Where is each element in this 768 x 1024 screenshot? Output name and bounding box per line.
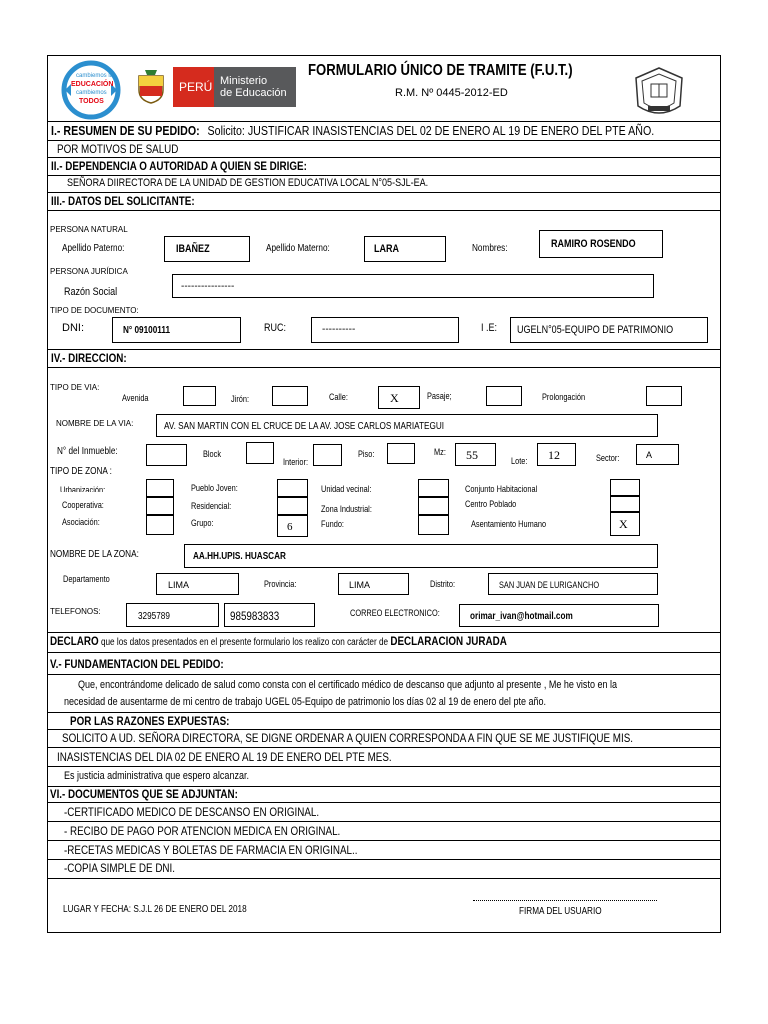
telefono1-field[interactable] [126, 603, 219, 627]
grupo-value: 6 [287, 521, 293, 533]
avenida-label: Avenida [122, 393, 149, 403]
persona-juridica-label: PERSONA JURÍDICA [50, 267, 128, 276]
section3-heading: III.- DATOS DEL SOLICITANTE: [51, 194, 195, 208]
tipo-via-label: TIPO DE VIA: [50, 383, 100, 392]
telefono1-value: 3295789 [138, 611, 170, 622]
section5-line4: INASISTENCIAS DEL DIA 02 DE ENERO AL 19 DE ENERO DEL PTE MES. [57, 750, 392, 764]
section5-line1: Que, encontrándome delicado de salud como consta con el certificado médico de descanso que adjunto al presente , Me he visto en la [78, 679, 618, 691]
conjunto-habitacional-label: Conjunto Habitacional [465, 484, 538, 494]
signature-line [473, 900, 657, 901]
education-campaign-logo [57, 60, 125, 120]
declaro-line [50, 635, 507, 648]
pasaje-label: Pasaje; [427, 391, 452, 401]
pueblo-joven-box[interactable] [277, 479, 308, 497]
section2-heading: II.- DEPENDENCIA O AUTORIDAD A QUIEN SE DIRIGE: [51, 159, 307, 173]
divider [47, 210, 721, 211]
telefono2-value: 985983833 [230, 609, 280, 623]
mz-value: 55 [466, 448, 478, 462]
asociacion-box[interactable] [146, 515, 174, 535]
asentamiento-humano-box[interactable] [610, 511, 640, 536]
ruc-field[interactable] [311, 317, 459, 343]
nombres-field[interactable] [539, 230, 663, 258]
logo-text-1: cambiemos la [76, 73, 114, 79]
divider [47, 859, 721, 860]
inmueble-label: N° del Inmueble: [57, 446, 118, 457]
calle-mark: X [390, 391, 399, 405]
ruc-value: ---------- [322, 324, 356, 335]
divider [47, 121, 721, 122]
calle-box[interactable] [378, 386, 420, 409]
peru-red-block [173, 67, 214, 107]
block-label: Block [203, 449, 222, 459]
section1-line2: POR MOTIVOS DE SALUD [57, 142, 179, 156]
ie-value: UGELN°05-EQUIPO DE PATRIMONIO [517, 324, 674, 336]
apellido-materno-label: Apellido Materno: [266, 243, 330, 254]
jiron-label: Jirón: [231, 394, 250, 404]
divider [47, 729, 721, 730]
calle-label: Calle: [329, 392, 348, 402]
declaro-text: que los datos presentados en el presente formulario los realizo con carácter de [98, 637, 391, 648]
block-box[interactable] [246, 442, 274, 464]
nombre-via-value: AV. SAN MARTIN CON EL CRUCE DE LA AV. JOSE CARLOS MARIATEGUI [164, 421, 445, 432]
correo-field[interactable] [459, 604, 659, 627]
ministry-label-1: Ministerio [220, 75, 268, 87]
section2-value: SEÑORA DIIRECTORA DE LA UNIDAD DE GESTION EDUCATIVA LOCAL N°05-SJL-EA. [67, 177, 429, 189]
pueblo-joven-label: Pueblo Joven: [191, 483, 238, 493]
apellido-paterno-field[interactable] [164, 236, 250, 262]
apellido-materno-value: LARA [374, 243, 400, 255]
nombres-value: RAMIRO ROSENDO [551, 238, 636, 250]
lote-value: 12 [548, 448, 560, 462]
peru-shield-icon [136, 70, 166, 104]
form-title: FORMULARIO ÚNICO DE TRAMITE (F.U.T.) [308, 62, 573, 79]
dni-value: N° 09100111 [123, 325, 171, 336]
divider [47, 157, 721, 158]
piso-box[interactable] [387, 443, 415, 464]
nombre-zona-value: AA.HH.UPIS. HUASCAR [193, 551, 286, 562]
section5-heading: V.- FUNDAMENTACION DEL PEDIDO: [50, 657, 224, 671]
document-item: -CERTIFICADO MEDICO DE DESCANSO EN ORIGINAL. [64, 805, 320, 819]
correo-value: orimar_ivan@hotmail.com [470, 611, 573, 622]
firma-label: FIRMA DEL USUARIO [519, 906, 602, 917]
residencial-box[interactable] [277, 497, 308, 515]
ministry-seal-icon [630, 64, 688, 122]
mz-label: Mz: [434, 447, 446, 457]
divider [47, 821, 721, 822]
ministry-label-2: de Educación [220, 87, 287, 99]
document-item: - RECIBO DE PAGO POR ATENCION MEDICA EN ORIGINAL. [64, 824, 341, 838]
ruc-label: RUC: [264, 322, 287, 334]
nombre-via-label: NOMBRE DE LA VIA: [56, 419, 134, 428]
sector-label: Sector: [596, 453, 620, 463]
unidad-vecinal-label: Unidad vecinal: [321, 484, 372, 494]
cooperativa-label: Cooperativa: [62, 500, 104, 510]
dni-label: DNI: [62, 322, 84, 334]
divider [47, 175, 721, 176]
divider [47, 766, 721, 767]
correo-label: CORREO ELECTRONICO: [350, 608, 440, 618]
divider [47, 367, 721, 368]
declaro-bold-end: DECLARACION JURADA [390, 634, 507, 648]
telefonos-label: TELEFONOS: [50, 607, 101, 616]
fundo-box[interactable] [418, 515, 449, 535]
avenida-box[interactable] [183, 386, 216, 406]
distrito-value: SAN JUAN DE LURIGANCHO [499, 580, 600, 590]
razones-heading: POR LAS RAZONES EXPUESTAS: [70, 714, 230, 728]
prolongacion-label: Prolongación [542, 392, 586, 402]
section1-request: Solicito: JUSTIFICAR INASISTENCIAS DEL 02 DE ENERO AL 19 DE ENERO DEL PTE AÑO. [207, 123, 655, 138]
divider [47, 192, 721, 193]
dni-field[interactable] [112, 317, 241, 343]
divider [47, 802, 721, 803]
inmueble-box[interactable] [146, 444, 187, 466]
apellido-paterno-label: Apellido Paterno: [62, 243, 125, 254]
distrito-label: Distrito: [430, 579, 456, 589]
persona-natural-label: PERSONA NATURAL [50, 225, 128, 234]
divider [47, 140, 721, 141]
section5-line2: necesidad de ausentarme de mi centro de trabajo UGEL 05-Equipo de patrimonio los días 02 al 19 de enero del pte año. [64, 696, 547, 708]
razon-social-label: Razón Social [64, 286, 118, 298]
nombre-zona-label: NOMBRE DE LA ZONA: [50, 549, 139, 560]
departamento-label: Departamento [63, 574, 110, 584]
zona-industrial-box[interactable] [418, 497, 449, 515]
divider [47, 674, 721, 675]
lote-field[interactable] [537, 443, 576, 466]
nombres-label: Nombres: [472, 243, 508, 254]
divider [47, 878, 721, 879]
apellido-paterno-value: IBAÑEZ [176, 243, 210, 255]
interior-label: Interior: [283, 457, 309, 467]
provincia-field[interactable] [338, 573, 409, 595]
mz-field[interactable] [455, 443, 496, 466]
logo-text-3: cambiemos [76, 90, 107, 96]
departamento-value: LIMA [168, 580, 190, 590]
divider [47, 349, 721, 350]
unidad-vecinal-box[interactable] [418, 479, 449, 497]
cooperativa-box[interactable] [146, 497, 174, 515]
divider [47, 712, 721, 713]
ministry-gray-block [214, 67, 296, 107]
conjunto-habitacional-box[interactable] [610, 479, 640, 496]
piso-label: Piso: [358, 449, 375, 459]
lote-label: Lote: [511, 456, 528, 466]
centro-poblado-label: Centro Poblado [465, 499, 517, 509]
ie-label: I .E: [481, 322, 498, 334]
document-item: -RECETAS MEDICAS Y BOLETAS DE FARMACIA EN ORIGINAL.. [64, 843, 358, 857]
distrito-field[interactable] [488, 573, 658, 595]
nombre-zona-field[interactable] [184, 544, 658, 568]
section5-line5: Es justicia administrativa que espero alcanzar. [64, 770, 250, 782]
tipo-zona-label: TIPO DE ZONA : [50, 466, 112, 477]
pasaje-box[interactable] [486, 386, 522, 406]
divider [47, 840, 721, 841]
peru-label: PERÚ [179, 80, 213, 94]
prolongacion-box[interactable] [646, 386, 682, 406]
interior-box[interactable] [313, 444, 342, 466]
lugar-fecha: LUGAR Y FECHA: S.J.L 26 DE ENERO DEL 2018 [63, 904, 247, 915]
document-item: -COPIA SIMPLE DE DNI. [64, 861, 176, 875]
apellido-materno-field[interactable] [364, 236, 446, 262]
sector-value: A [646, 450, 653, 460]
section5-line3: SOLICITO A UD. SEÑORA DIRECTORA, SE DIGNE ORDENAR A QUIEN CORRESPONDA A FIN QUE SE ME JUSTIFIQUE MIS. [62, 731, 634, 745]
asentamiento-humano-label: Asentamiento Humano [471, 519, 547, 529]
divider [47, 652, 721, 653]
section1-line [51, 124, 654, 137]
fundo-label: Fundo: [321, 519, 344, 529]
provincia-value: LIMA [349, 580, 371, 590]
urbanizacion-label: Urbanización: [60, 486, 106, 492]
departamento-field[interactable] [156, 573, 239, 595]
grupo-field[interactable] [277, 515, 308, 537]
provincia-label: Provincia: [264, 579, 297, 589]
section6-heading: VI.- DOCUMENTOS QUE SE ADJUNTAN: [50, 787, 238, 801]
zona-industrial-label: Zona Industrial: [321, 504, 372, 514]
razon-social-field[interactable] [172, 274, 654, 298]
resolution-number: R.M. Nº 0445-2012-ED [395, 87, 508, 99]
logo-text-2: EDUCACIÓN [71, 81, 114, 88]
jiron-box[interactable] [272, 386, 308, 406]
urbanizacion-box[interactable] [146, 479, 174, 497]
telefono2-field[interactable] [224, 603, 315, 627]
ie-field[interactable] [510, 317, 708, 343]
tipo-documento-label: TIPO DE DOCUMENTO: [50, 306, 139, 315]
residencial-label: Residencial: [191, 501, 232, 511]
urbanizacion-clip [60, 486, 120, 492]
sector-field[interactable] [636, 444, 679, 465]
divider [47, 747, 721, 748]
razon-social-value: ---------------- [181, 281, 235, 292]
asentamiento-mark: X [619, 517, 628, 531]
logo-text-4: TODOS [79, 98, 104, 105]
divider [47, 632, 721, 633]
grupo-label: Grupo: [191, 518, 214, 528]
declaro-word: DECLARO [50, 634, 99, 648]
nombre-via-field[interactable] [156, 414, 658, 437]
section4-heading: IV.- DIRECCION: [51, 351, 127, 365]
section1-heading: I.- RESUMEN DE SU PEDIDO: [51, 123, 200, 138]
asociacion-label: Asociación: [62, 517, 100, 527]
